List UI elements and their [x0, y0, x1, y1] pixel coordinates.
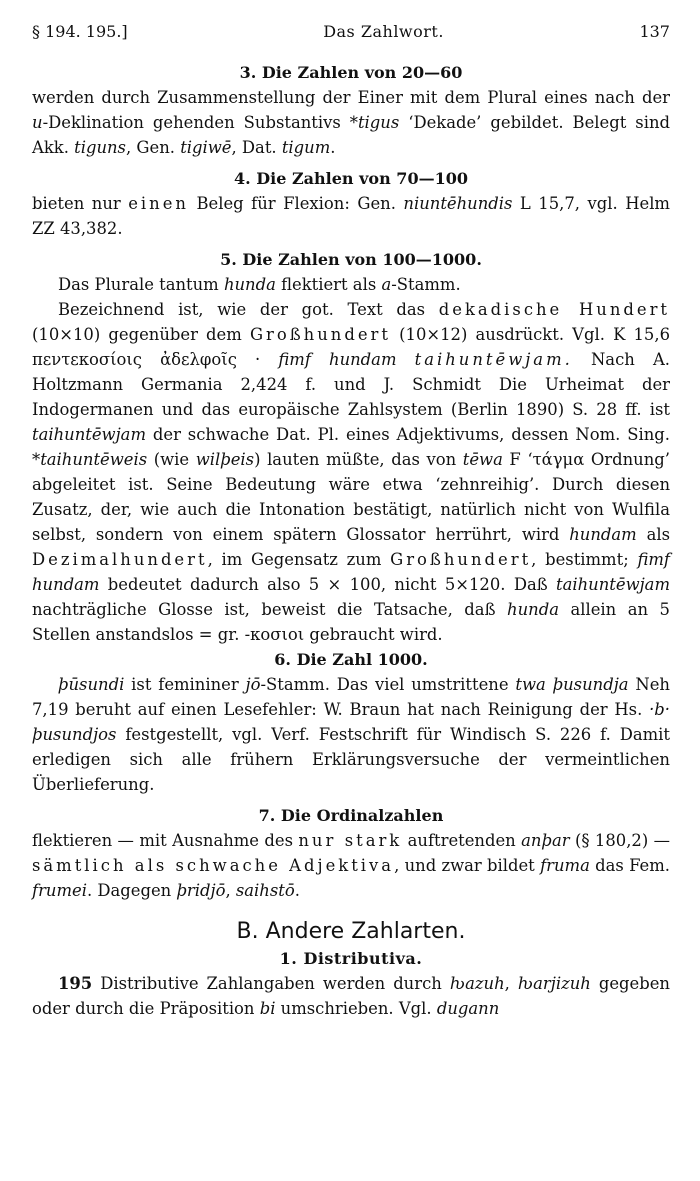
- italic-text: a: [381, 275, 392, 294]
- italic-text: hundam: [569, 525, 637, 544]
- italic-text: tiguns: [74, 138, 126, 157]
- page-number: 137: [639, 22, 670, 41]
- italic-text: ·b· þusundjos: [32, 700, 670, 744]
- section-4-paragraph: [32, 191, 670, 241]
- text: (10×12) ausdrückt. Vgl. K 15,6 πεντεκοσίοις ἀδελφοῖς ·: [32, 325, 670, 369]
- text: , im Gegensatz zum: [207, 550, 391, 569]
- italic-text: jō: [245, 675, 261, 694]
- italic-text: *taihuntēweis: [32, 450, 148, 469]
- italic-text: þridjō: [176, 881, 226, 900]
- text: flektiert als: [275, 275, 382, 294]
- italic-text: taihuntēwjam: [32, 425, 146, 444]
- italic-text: dugann: [436, 999, 500, 1018]
- italic-text: frumei: [32, 881, 87, 900]
- text: festgestellt, vgl. Verf. Festschrift für Windisch S. 226 f. Damit erledigen sich alle frühern Erklärungsversuche der vermeintlichen Überlieferung.: [32, 725, 670, 794]
- part-b-heading: B. Andere Zahlarten.: [236, 919, 466, 944]
- text: nachträgliche Glosse ist, beweist die Tatsache, daß: [32, 600, 508, 619]
- text: bieten nur: [32, 194, 129, 213]
- italic-text: fimf hundam: [32, 550, 670, 594]
- italic-text: hunda: [223, 275, 276, 294]
- text: -Stamm. Das viel umstrittene: [260, 675, 516, 694]
- section-5-heading: 5. Die Zahlen von 100—1000.: [220, 250, 482, 269]
- text: bedeutet dadurch also 5 × 100, nicht 5×120. Daß: [99, 575, 557, 594]
- text: ist femininer: [124, 675, 246, 694]
- italic-text: tēwa: [462, 450, 503, 469]
- italic-text: tigiwē: [180, 138, 232, 157]
- italic-text: twa þusundja: [515, 675, 629, 694]
- italic-text: niuntēhundis: [403, 194, 513, 213]
- text: . Dagegen: [86, 881, 177, 900]
- text: [397, 350, 415, 369]
- text: ) lauten müßte, das von: [254, 450, 463, 469]
- section-4-heading: 4. Die Zahlen von 70—100: [234, 169, 468, 188]
- section-3-heading: 3. Die Zahlen von 20—60: [239, 63, 463, 82]
- italic-text: bi: [259, 999, 276, 1018]
- spaced-text: einen: [128, 194, 189, 213]
- text: allein an 5 Stellen anstandslos = gr. -κοσιοι gebraucht wird.: [32, 600, 670, 644]
- text: umschrieben. Vgl.: [275, 999, 437, 1018]
- text: auftretenden: [402, 831, 522, 850]
- text: -Stamm.: [391, 275, 461, 294]
- section-6-paragraph: [32, 672, 670, 797]
- text: ,: [504, 974, 518, 993]
- text: , Dat.: [231, 138, 282, 157]
- text: .: [330, 138, 336, 157]
- text: , Gen.: [125, 138, 181, 157]
- spaced-text: Dezimalhundert: [32, 550, 208, 569]
- italic-spaced-text: taihuntēwjam.: [414, 350, 573, 369]
- section-5-paragraph-2: [32, 297, 670, 647]
- paragraph-195: [32, 971, 670, 1021]
- section-3-paragraph: [32, 85, 670, 160]
- italic-text: fimf hundam: [278, 350, 397, 369]
- text: Beleg für Flexion: Gen.: [188, 194, 404, 213]
- text: .: [294, 881, 300, 900]
- text: (§ 180,2) —: [569, 831, 670, 850]
- italic-text: þūsundi: [58, 675, 125, 694]
- spaced-text: nur stark: [298, 831, 403, 850]
- italic-text: wilþeis: [195, 450, 255, 469]
- spaced-text: dekadische Hundert: [438, 300, 670, 319]
- spaced-text: Großhundert: [390, 550, 532, 569]
- italic-text: fruma: [540, 856, 590, 875]
- text: F ‘τάγμα Ordnung’ abgeleitet ist. Seine Bedeutung wäre etwa ‘zehnreihig’. Durch diesen Zusatz, der, wie auch die Intonation bestätigt, natürlich nicht von Wulfila selbst, sondern von einem spätern Glossator herrührt, wird: [32, 450, 670, 544]
- text: ‘Dekade’ gebildet. Belegt sind Akk.: [32, 113, 670, 157]
- running-title: Das Zahlwort.: [323, 22, 444, 41]
- text: Neh 7,19 beruht auf einen Lesefehler: W. Braun hat nach Reinigung der Hs.: [32, 675, 670, 719]
- italic-text: *tigus: [349, 113, 400, 132]
- section-7-paragraph: [32, 828, 670, 903]
- text: als: [636, 525, 670, 544]
- text: Das Plurale tantum: [58, 275, 224, 294]
- text: ,: [225, 881, 236, 900]
- section-reference: § 194. 195.]: [32, 22, 128, 41]
- text: der schwache Dat. Pl. eines Adjektivums, dessen Nom. Sing.: [145, 425, 670, 444]
- text: Nach A. Holtzmann Germania 2,424 f. und J. Schmidt Die Urheimat der Indogermanen und das europäische Zahlsystem (Berlin 1890) S. 28 ff. ist: [32, 350, 670, 419]
- italic-text: anþar: [521, 831, 570, 850]
- text: Bezeichnend ist, wie der got. Text das: [58, 300, 439, 319]
- italic-text: hunda: [507, 600, 559, 619]
- italic-text: u: [32, 113, 43, 132]
- text: das Fem.: [589, 856, 671, 875]
- spaced-text: Großhundert: [249, 325, 391, 344]
- text: , bestimmt;: [531, 550, 638, 569]
- italic-text: ƕazuh: [449, 974, 505, 993]
- text: werden durch Zusammenstellung der Einer mit dem Plural eines nach der: [32, 88, 670, 107]
- text: L 15,7, vgl. Helm ZZ 43,382.: [32, 194, 670, 238]
- text: Distributive Zahlangaben werden durch: [92, 974, 450, 993]
- running-head: [32, 20, 670, 44]
- section-5-paragraph-1: [32, 272, 670, 297]
- text: -Deklination gehenden Substantivs: [42, 113, 350, 132]
- spaced-text: sämtlich als schwache Adjektiva: [32, 856, 395, 875]
- text: flektieren — mit Ausnahme des: [32, 831, 299, 850]
- distributiva-heading: 1. Distributiva.: [279, 949, 423, 968]
- text: (wie: [147, 450, 196, 469]
- italic-text: ƕarjizuh: [517, 974, 591, 993]
- section-6-heading: 6. Die Zahl 1000.: [274, 650, 428, 669]
- section-7-heading: 7. Die Ordinalzahlen: [258, 806, 444, 825]
- text: (10×10) gegenüber dem: [32, 325, 250, 344]
- italic-text: saihstō: [235, 881, 295, 900]
- italic-text: tigum: [281, 138, 331, 157]
- paragraph-number: 195: [58, 974, 93, 993]
- italic-text: taihuntēwjam: [556, 575, 670, 594]
- text: , und zwar bildet: [394, 856, 541, 875]
- text: gegeben oder durch die Präposition: [32, 974, 670, 1018]
